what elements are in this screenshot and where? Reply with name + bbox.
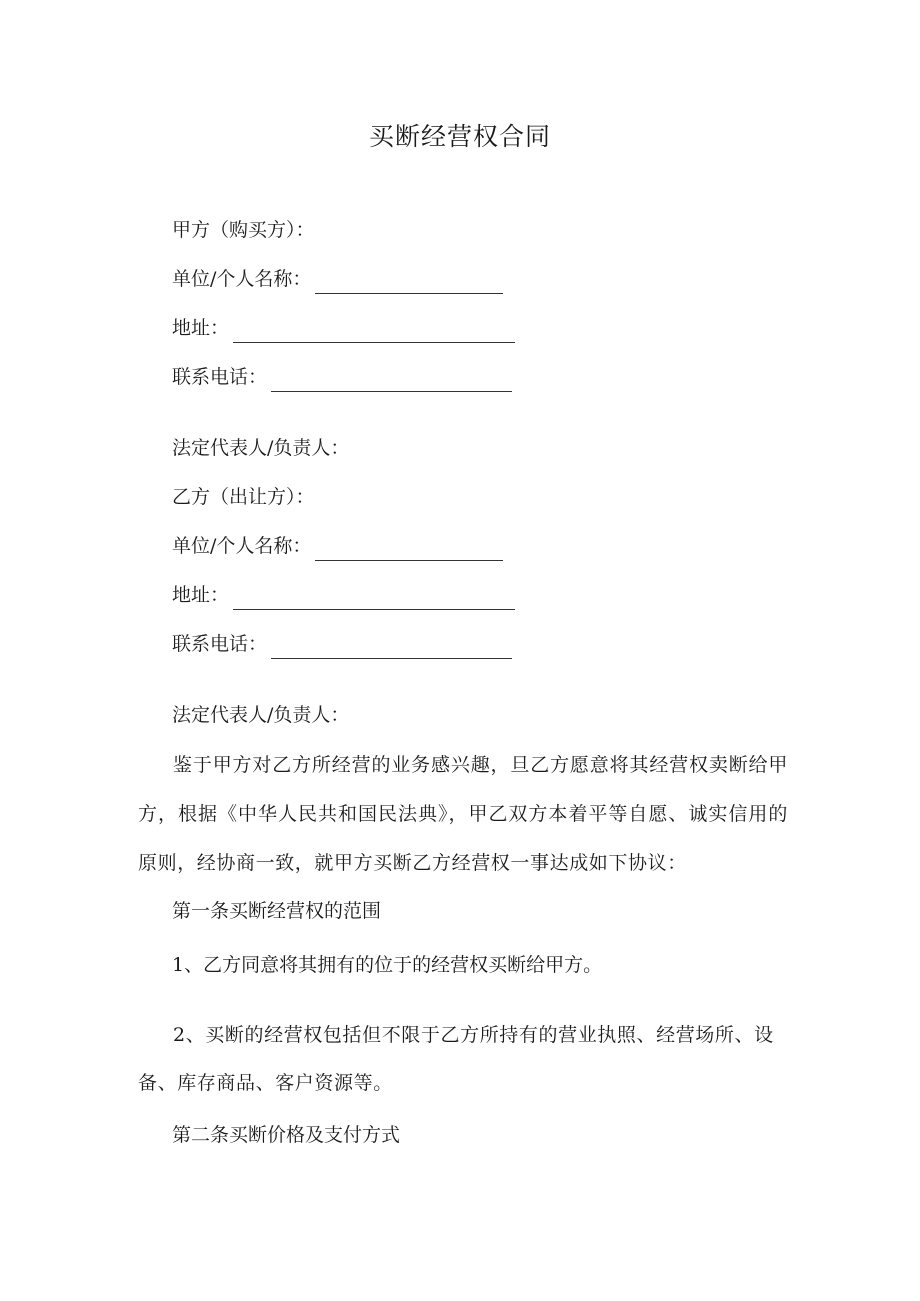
- party-a-phone-blank[interactable]: [271, 369, 512, 392]
- article-2-title: 第二条买断价格及支付方式: [172, 1124, 401, 1146]
- party-a-name-field: [172, 264, 503, 294]
- party-a-heading: 甲方（购买方）：: [172, 219, 315, 241]
- party-b-name-label: 单位/个人名称：: [172, 535, 312, 557]
- party-b-phone-label: 联系电话：: [172, 633, 268, 655]
- article-1-item-1: 1、乙方同意将其拥有的位于的经营权买断给甲方。: [172, 954, 603, 976]
- party-a-address-label: 地址：: [172, 317, 230, 339]
- party-b-address-label: 地址：: [172, 584, 230, 606]
- article-1-item-2: 2、买断的经营权包括但不限于乙方所持有的营业执照、经营场所、设备、库存商品、客户资源等。: [138, 1024, 774, 1094]
- party-b-phone-blank[interactable]: [271, 636, 512, 659]
- party-a-name-label: 单位/个人名称：: [172, 268, 312, 290]
- party-b-address-field: [172, 580, 515, 610]
- party-a-representative: 法定代表人/负责人：: [172, 437, 350, 459]
- party-b-heading: 乙方（出让方）：: [172, 486, 315, 508]
- party-b-representative: 法定代表人/负责人：: [172, 704, 350, 726]
- party-a-address-field: [172, 313, 515, 343]
- party-b-name-field: [172, 531, 503, 561]
- preamble-paragraph: 鉴于甲方对乙方所经营的业务感兴趣，旦乙方愿意将其经营权卖断给甲方，根据《中华人民共和国民法典》，甲乙双方本着平等自愿、诚实信用的原则，经协商一致，就甲方买断乙方经营权一事达成如下协议：: [138, 754, 788, 874]
- party-a-name-blank[interactable]: [315, 271, 503, 294]
- party-a-address-blank[interactable]: [233, 320, 515, 343]
- party-a-phone-field: [172, 362, 512, 392]
- article-1-title: 第一条买断经营权的范围: [172, 900, 382, 922]
- party-b-phone-field: [172, 629, 512, 659]
- document-title: 买断经营权合同: [368, 122, 551, 151]
- party-b-name-blank[interactable]: [315, 538, 503, 561]
- party-a-phone-label: 联系电话：: [172, 366, 268, 388]
- party-b-address-blank[interactable]: [233, 587, 515, 610]
